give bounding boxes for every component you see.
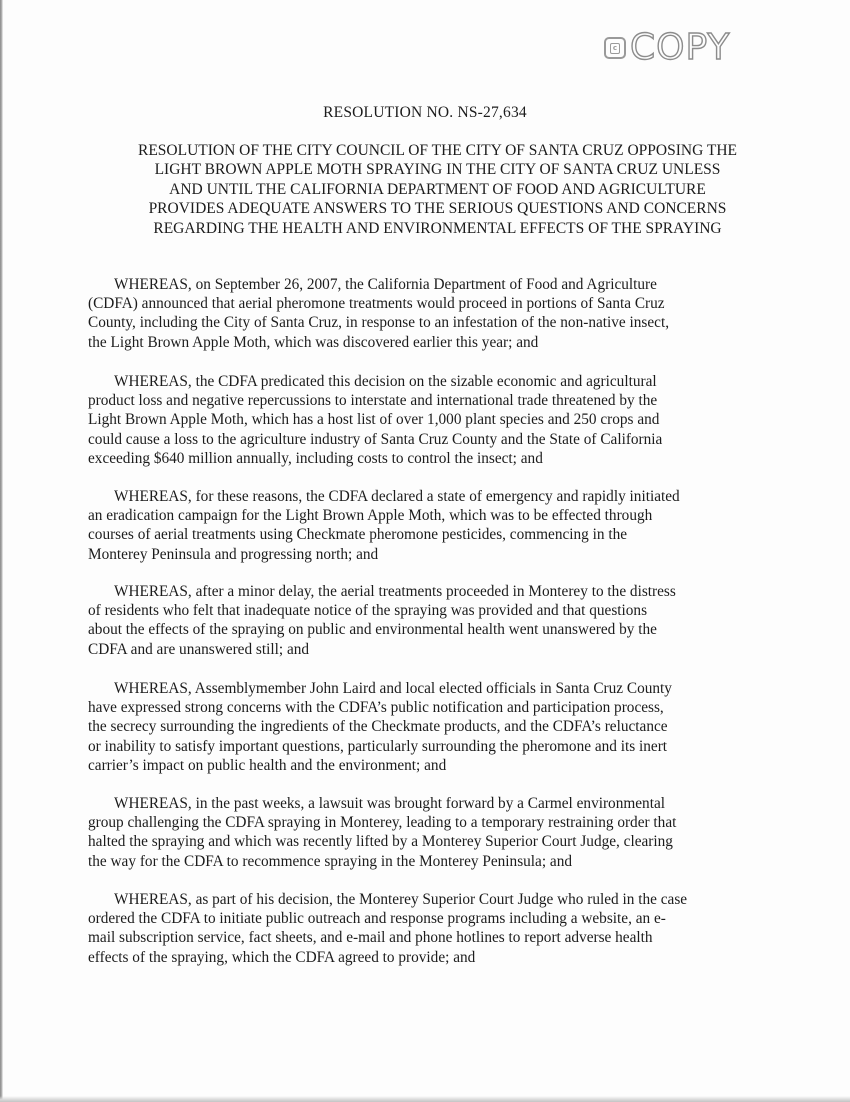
paragraph-line: WHEREAS, after a minor delay, the aerial treatments proceeded in Monterey to the distress: [114, 583, 676, 600]
paragraph-line: WHEREAS, the CDFA predicated this decision on the sizable economic and agricultural: [114, 373, 657, 390]
paragraph-line: mail subscription service, fact sheets, and e-mail and phone hotlines to report adverse health: [88, 929, 653, 947]
copy-stamp-icon-glyph: c: [610, 43, 620, 54]
paragraph-line: the Light Brown Apple Moth, which was discovered earlier this year; and: [88, 333, 539, 351]
title-line: REGARDING THE HEALTH AND ENVIRONMENTAL EFFECTS OF THE SPRAYING: [153, 219, 722, 237]
paragraph-line: WHEREAS, Assemblymember John Laird and local elected officials in Santa Cruz County: [114, 680, 672, 697]
copy-stamp-icon: [604, 37, 626, 59]
paragraph-line: carrier’s impact on public health and the environment; and: [88, 756, 447, 774]
paragraph-line: effects of the spraying, which the CDFA agreed to provide; and: [88, 948, 476, 966]
whereas-paragraph-7: [88, 890, 758, 967]
whereas-paragraph-4: [88, 582, 758, 659]
paragraph-line: an eradication campaign for the Light Brown Apple Moth, which was to be effected through: [88, 507, 653, 525]
paragraph-line: County, including the City of Santa Cruz, in response to an infestation of the non-native insect,: [88, 314, 670, 332]
paragraph-line: Light Brown Apple Moth, which has a host list of over 1,000 plant species and 250 crops and: [88, 411, 660, 429]
resolution-title: [70, 141, 805, 238]
title-line: PROVIDES ADEQUATE ANSWERS TO THE SERIOUS QUESTIONS AND CONCERNS: [148, 200, 727, 218]
scan-bottom-edge: [0, 1096, 850, 1102]
scan-left-edge: [0, 0, 3, 1102]
copy-stamp: [604, 27, 731, 68]
paragraph-line: of residents who felt that inadequate notice of the spraying was provided and that questions: [88, 602, 648, 620]
paragraph-line: WHEREAS, on September 26, 2007, the California Department of Food and Agriculture: [114, 276, 657, 293]
resolution-number: RESOLUTION NO. NS-27,634: [323, 104, 527, 121]
title-line: RESOLUTION OF THE CITY COUNCIL OF THE CITY OF SANTA CRUZ OPPOSING THE: [138, 142, 737, 159]
paragraph-line: CDFA and are unanswered still; and: [88, 640, 310, 658]
paragraph-line: ordered the CDFA to initiate public outreach and response programs including a website, an e-: [88, 910, 666, 928]
paragraph-line: group challenging the CDFA spraying in Monterey, leading to a temporary restraining order that: [88, 814, 677, 832]
whereas-paragraph-1: [88, 275, 758, 352]
paragraph-line: WHEREAS, in the past weeks, a lawsuit was brought forward by a Carmel environmental: [114, 795, 665, 812]
paragraph-line: product loss and negative repercussions to interstate and international trade threatened by the: [88, 392, 658, 410]
paragraph-line: WHEREAS, as part of his decision, the Monterey Superior Court Judge who ruled in the case: [114, 891, 688, 908]
paragraph-line: about the effects of the spraying on public and environmental health went unanswered by the: [88, 621, 657, 639]
paragraph-line: halted the spraying and which was recently lifted by a Monterey Superior Court Judge, clearing: [88, 833, 673, 851]
paragraph-line: the way for the CDFA to recommence spraying in the Monterey Peninsula; and: [88, 852, 573, 870]
title-line: LIGHT BROWN APPLE MOTH SPRAYING IN THE CITY OF SANTA CRUZ UNLESS: [154, 161, 721, 179]
copy-stamp-label: COPY: [630, 27, 731, 68]
paragraph-line: or inability to satisfy important questions, particularly surrounding the pheromone and its inert: [88, 737, 668, 755]
whereas-paragraph-5: [88, 679, 758, 775]
paragraph-line: Monterey Peninsula and progressing north; and: [88, 545, 379, 563]
paragraph-line: (CDFA) announced that aerial pheromone treatments would proceed in portions of Santa Cruz: [88, 295, 665, 313]
whereas-paragraph-3: [88, 487, 758, 564]
paragraph-line: have expressed strong concerns with the CDFA’s public notification and participation process,: [88, 699, 664, 717]
paragraph-line: the secrecy surrounding the ingredients of the Checkmate products, and the CDFA’s reluctance: [88, 718, 668, 736]
paragraph-line: courses of aerial treatments using Checkmate pheromone pesticides, commencing in the: [88, 526, 628, 544]
whereas-paragraph-2: [88, 372, 758, 468]
paragraph-line: exceeding $640 million annually, including costs to control the insect; and: [88, 449, 543, 467]
whereas-paragraph-6: [88, 794, 758, 871]
title-line: AND UNTIL THE CALIFORNIA DEPARTMENT OF FOOD AND AGRICULTURE: [169, 180, 706, 198]
paragraph-line: could cause a loss to the agriculture industry of Santa Cruz County and the State of California: [88, 430, 663, 448]
paragraph-line: WHEREAS, for these reasons, the CDFA declared a state of emergency and rapidly initiated: [114, 488, 680, 505]
